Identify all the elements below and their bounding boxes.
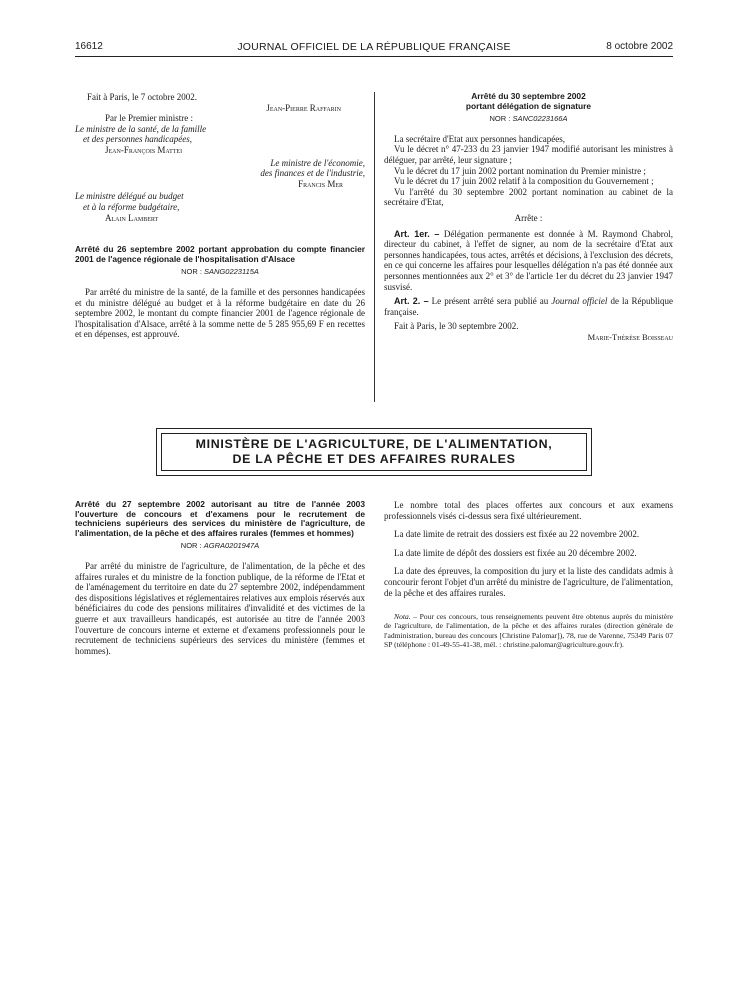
arrete-27-nor bbox=[75, 541, 365, 552]
arrete-26-body: Par arrêté du ministre de la santé, de la famille et des personnes handicapées et du ministre délégué au budget et à la réforme budgétaire en date du 26 septembre 2002, le montant du compte financier 2001 de l'agence régionale de l'hospitalisation d'Alsace, arrêté à la somme nette de 5 285 955,69 F en recettes et en dépenses, est approuvé. bbox=[75, 286, 365, 340]
arrete-30-arrete: Arrête : bbox=[514, 212, 543, 223]
arrete-30-vu3: Vu le décret du 17 juin 2002 relatif à la composition du Gouvernement ; bbox=[394, 176, 654, 187]
header-rule bbox=[75, 56, 673, 57]
pm-name: Jean-Pierre Raffarin bbox=[266, 102, 341, 113]
art2-text-italic: Journal officiel bbox=[551, 296, 608, 307]
left-column-bottom bbox=[75, 500, 365, 656]
nor-code: SANG0223115A bbox=[204, 267, 259, 277]
minister-sante-line1: Le ministre de la santé, de la famille bbox=[75, 123, 207, 134]
nor-label: NOR : bbox=[181, 267, 202, 277]
art2-text-a: Le présent arrêté sera publié au bbox=[431, 296, 549, 307]
arrete-30-place-date: Fait à Paris, le 30 septembre 2002. bbox=[394, 321, 519, 332]
arrete-30-art2 bbox=[384, 296, 673, 317]
arrete-30-art1 bbox=[384, 229, 673, 293]
nor-label: NOR : bbox=[180, 541, 202, 551]
nor-label: NOR : bbox=[489, 114, 511, 124]
art2-label: Art. 2. – bbox=[394, 296, 429, 307]
arrete-30-vu1: Vu le décret n° 47-233 du 23 janvier 1947 modifié autorisant les ministres à déléguer, par arrêté, leur signature ; bbox=[384, 144, 673, 165]
right-column-bottom bbox=[384, 500, 673, 649]
minister-eco-line1: Le ministre de l'économie, bbox=[270, 157, 365, 168]
arrete-26-title: Arrêté du 26 septembre 2002 portant approbation du compte financier 2001 de l'agence régionale de l'hospitalisation d'Alsace bbox=[75, 244, 365, 264]
ministry-banner-inner bbox=[161, 433, 587, 471]
arrete-27-p3: La date limite de retrait des dossiers est fixée au 22 novembre 2002. bbox=[394, 529, 640, 540]
ministry-line1: MINISTÈRE DE L'AGRICULTURE, DE L'ALIMENTATION, bbox=[195, 437, 553, 451]
arrete-27-p4: La date limite de dépôt des dossiers est fixée au 20 décembre 2002. bbox=[394, 547, 637, 558]
journal-title: JOURNAL OFFICIEL DE LA RÉPUBLIQUE FRANÇAISE bbox=[237, 41, 511, 53]
arrete-27-p5: La date des épreuves, la composition du jury et la liste des candidats admis à concourir feront l'objet d'un arrêté du ministre de l'agriculture, de l'alimentation, de la pêche et des affaires rurales. bbox=[384, 566, 673, 598]
nor-code: SANC0223166A bbox=[512, 114, 568, 124]
nor-code: AGRA0201947A bbox=[203, 541, 260, 551]
minister-sante-line2: et des personnes handicapées, bbox=[83, 134, 192, 145]
arrete-26-nor bbox=[75, 267, 365, 278]
issue-date: 8 octobre 2002 bbox=[606, 41, 673, 52]
arrete-27-note bbox=[384, 612, 673, 649]
arrete-27-p2: Le nombre total des places offertes aux concours et aux examens professionnels visés ci-dessus sera fixé ultérieurement. bbox=[384, 500, 673, 521]
arrete-30-title-line2: portant délégation de signature bbox=[465, 100, 592, 111]
arrete-30-title-line1: Arrêté du 30 septembre 2002 bbox=[471, 91, 586, 101]
art1-text: Délégation permanente est donnée à M. Raymond Chabrol, directeur du cabinet, à l'effet de signer, au nom de la secrétaire d'Etat aux personnes handicapées, tous actes, arrêtés et décisions, à l'exclusion des décrets, en ce qui concerne les affaires pour lesquelles délégation n'a pas été donnée aux personnes mentionnées aux 2° et 3° de l'article 1er du décret du 23 janvier 1947 susvisé. bbox=[384, 228, 673, 292]
arrete-27-body: Par arrêté du ministre de l'agriculture, de l'alimentation, de la pêche et des affaires rurales et du ministre de la fonction publique, de la réforme de l'Etat et de l'aménagement du territoire en date du 27 septembre 2002, indépendamment des dispositions législatives et réglementaires relatives aux emplois réservés aux bénéficiaires du code des pensions militaires d'invalidité et des victimes de la guerre et aux travailleurs handicapés, est autorisée au titre de l'année 2003 l'ouverture de concours interne et externe et d'examens professionnels pour le recrutement de techniciens supérieurs des services du ministère (femmes et hommes). bbox=[75, 560, 365, 656]
arrete-27-title: Arrêté du 27 septembre 2002 autorisant au titre de l'année 2003 l'ouverture de concours et d'examens pour le recrutement de techniciens supérieurs des services du ministère de l'agriculture, de l'alimentation, de la pêche et des affaires rurales (femmes et hommes) bbox=[75, 499, 365, 538]
column-rule bbox=[374, 92, 375, 402]
note-label: Nota. bbox=[394, 612, 411, 622]
art1-label: Art. 1er. – bbox=[394, 228, 440, 239]
left-column-top bbox=[75, 92, 365, 340]
arrete-30-intro: La secrétaire d'Etat aux personnes handicapées, bbox=[394, 133, 566, 144]
note-text: – Pour ces concours, tous renseignements peuvent être obtenus auprès du ministère de l'agriculture, de l'alimentation, de la pêche et des affaires rurales (direction générale de l'administration, bureau des concours [Christine Palomar]), 78, rue de Varenne, 75349 Paris 07 SP (téléphone : 01-49-55-41-38, mél. : christine.palomar@agriculture.gouv.fr). bbox=[384, 612, 673, 649]
minister-sante-name: Jean-François Mattei bbox=[105, 144, 183, 155]
arrete-30-vu2: Vu le décret du 17 juin 2002 portant nomination du Premier ministre ; bbox=[394, 165, 646, 176]
right-column-top bbox=[384, 92, 673, 342]
minister-budget-line1: Le ministre délégué au budget bbox=[75, 191, 184, 202]
minister-eco-name: Francis Mer bbox=[298, 178, 343, 189]
arrete-30-nor bbox=[384, 114, 673, 125]
minister-eco-line2: des finances et de l'industrie, bbox=[260, 168, 365, 179]
arrete-30-signatory: Marie-Thérèse Boisseau bbox=[587, 331, 673, 342]
minister-budget-line2: et à la réforme budgétaire, bbox=[83, 201, 180, 212]
ministry-banner bbox=[156, 428, 592, 476]
place-date: Fait à Paris, le 7 octobre 2002. bbox=[87, 92, 197, 102]
ministry-line2: DE LA PÊCHE ET DES AFFAIRES RURALES bbox=[232, 452, 516, 466]
par-le-premier-ministre: Par le Premier ministre : bbox=[105, 113, 193, 124]
page-number: 16612 bbox=[75, 41, 103, 52]
minister-budget-name: Alain Lambert bbox=[105, 212, 159, 223]
arrete-30-vu4: Vu l'arrêté du 30 septembre 2002 portant nomination au cabinet de la secrétaire d'Etat, bbox=[384, 186, 673, 208]
art2-text-b: de la République française. bbox=[384, 296, 674, 317]
